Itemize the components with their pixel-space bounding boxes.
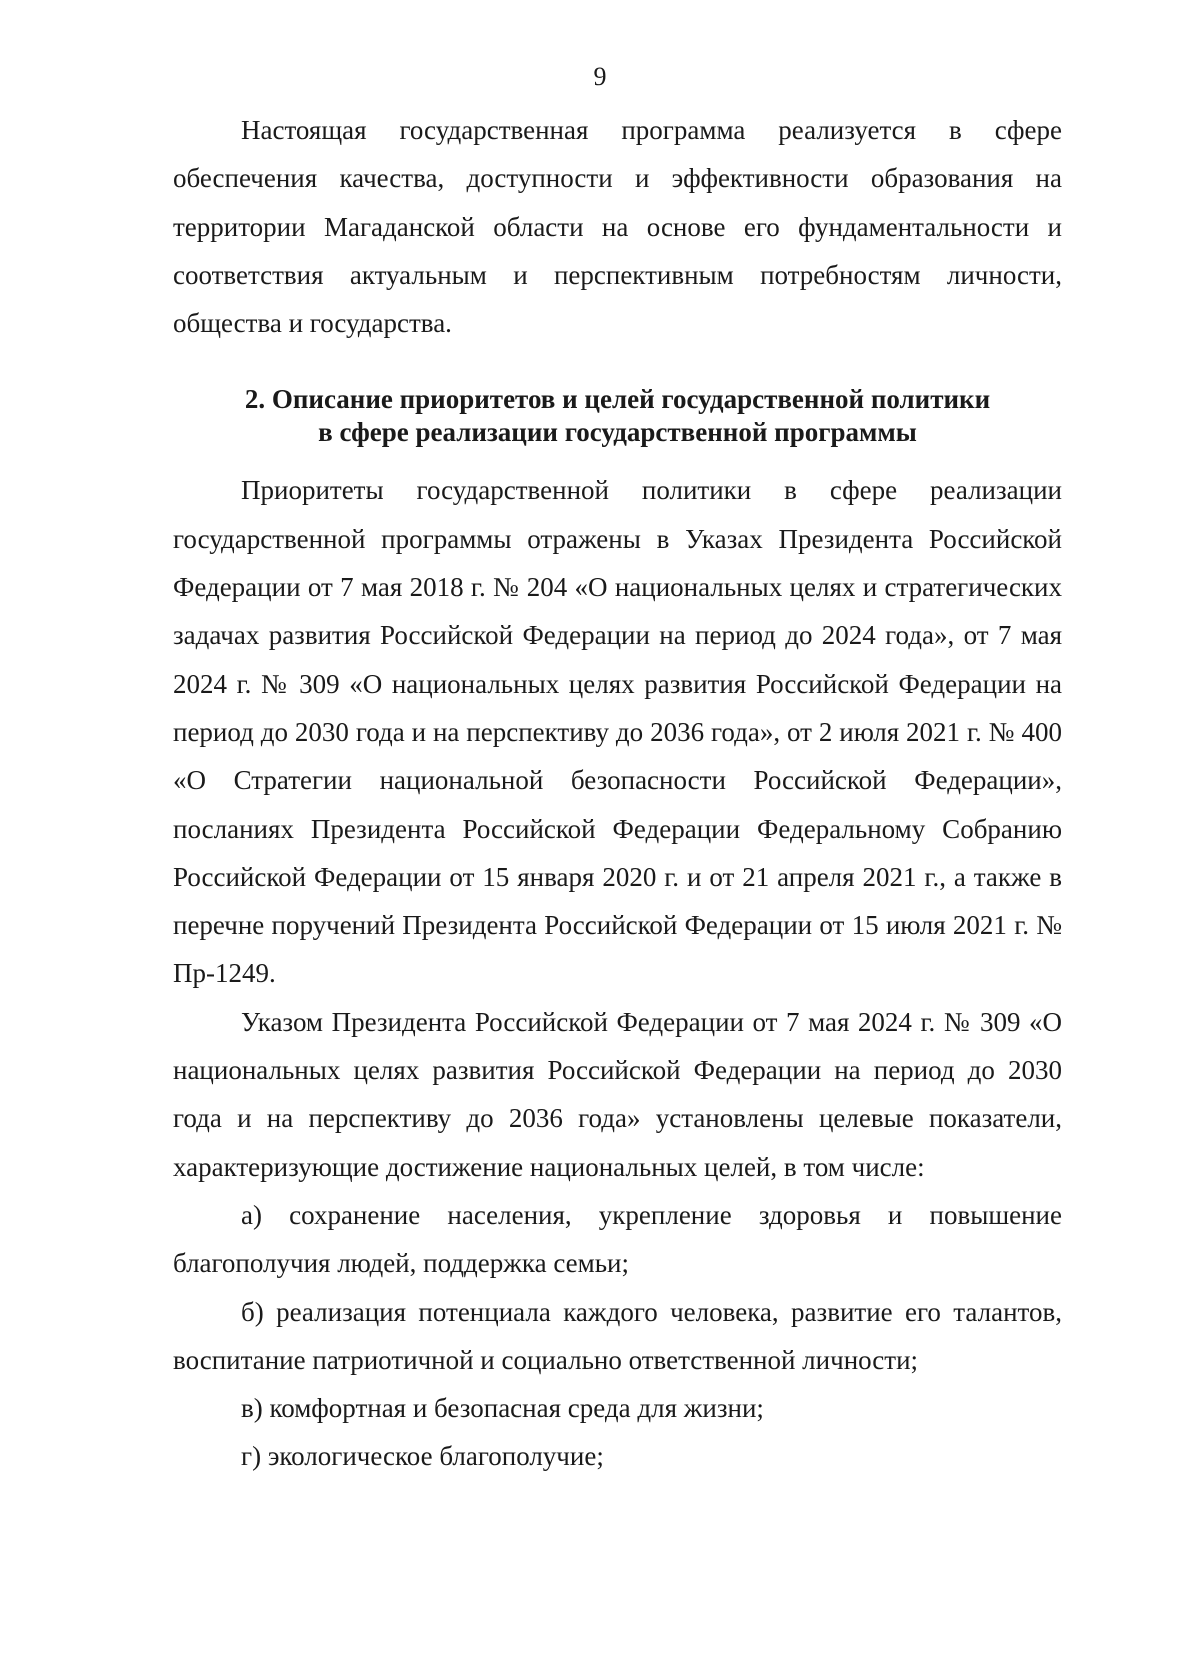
list-item-d: г) экологическое благополучие; [241,1441,604,1472]
list-item-a: а) сохранение населения, укрепление здоровья и повышение благополучия людей, поддержка семьи; [173,1199,1062,1279]
intro-paragraph: Настоящая государственная программа реализуется в сфере обеспечения качества, доступности и эффективности образования на территории Магаданской области на основе его фундаментальности и соответствия актуальным и перспективным потребностям личности, общества и государства. [173,115,1062,339]
page-number: 9 [593,62,607,91]
priorities-paragraph: Приоритеты государственной политики в сфере реализации государственной программы отражены в Указах Президента Российской Федерации от 7 мая 2018 г. № 204 «О национальных целях и стратегических задачах развития Российской Федерации на период до 2024 года», от 7 мая 2024 г. № 309 «О национальных целях развития Российской Федерации на период до 2030 года и на перспективу до 2036 года», от 2 июля 2021 г. № 400 «О Стратегии национальной безопасности Российской Федерации», посланиях Президента Российской Федерации Федеральному Собранию Российской Федерации от 15 января 2020 г. и от 21 апреля 2021 г., а также в перечне поручений Президента Российской Федерации от 15 июля 2021 г. № Пр-1249. [173,475,1062,989]
decree-paragraph: Указом Президента Российской Федерации от 7 мая 2024 г. № 309 «О национальных целях развития Российской Федерации на период до 2030 года и на перспективу до 2036 года» установлены целевые показатели, характеризующие достижение национальных целей, в том числе: [173,1006,1062,1182]
section-heading-line-1: 2. Описание приоритетов и целей государственной политики [244,384,991,415]
list-item-b: б) реализация потенциала каждого человека, развитие его талантов, воспитание патриотичной и социально ответственной личности; [173,1296,1062,1375]
document-body [173,106,1062,1481]
section-heading [173,383,1062,449]
list-item-c: в) комфортная и безопасная среда для жизни; [241,1393,764,1424]
section-heading-line-2: в сфере реализации государственной программы [318,417,917,448]
